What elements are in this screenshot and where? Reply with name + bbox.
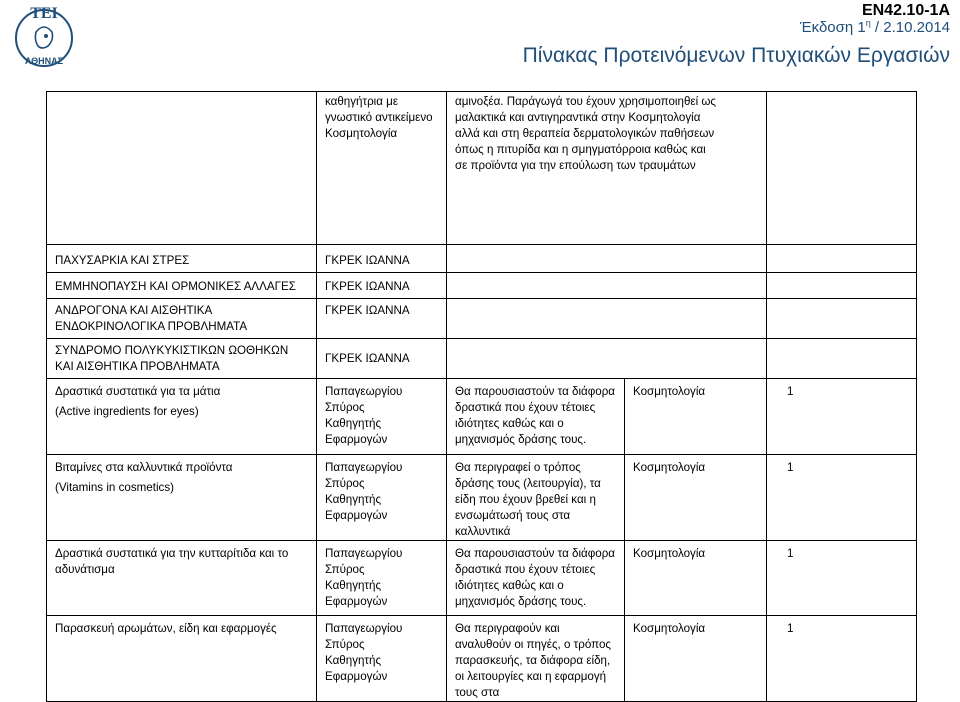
table-row bbox=[47, 245, 917, 273]
table-row bbox=[47, 616, 917, 702]
edition-date: / 2.10.2014 bbox=[870, 19, 950, 36]
course-cell: Κοσμητολογία bbox=[625, 541, 767, 616]
supervisor-cell: Παπαγεωργίου Σπύρος Καθηγητής Εφαρμογών bbox=[317, 379, 447, 455]
edition-superscript: η bbox=[865, 18, 871, 28]
theses-table bbox=[46, 91, 917, 702]
supervisor-cell: Παπαγεωργίου Σπύρος Καθηγητής Εφαρμογών bbox=[317, 616, 447, 702]
students-cell bbox=[767, 273, 917, 299]
svg-text:ΑΘΗΝΑΣ: ΑΘΗΝΑΣ bbox=[24, 56, 64, 66]
topic-cell: Δραστικά συστατικά για τα μάτια (Active ingredients for eyes) bbox=[47, 379, 317, 455]
svg-text:ΤΕΙ: ΤΕΙ bbox=[30, 5, 58, 22]
description-cell: Θα παρουσιαστούν τα διάφορα δραστικά που έχουν τέτοιες ιδιότητες καθώς και ο μηχανισμός δράσης τους. bbox=[447, 541, 625, 616]
table-row bbox=[47, 455, 917, 541]
students-cell bbox=[767, 299, 917, 339]
students-cell: 1 bbox=[767, 541, 917, 616]
topic-cell: ΠΑΧΥΣΑΡΚΙΑ ΚΑΙ ΣΤΡΕΣ bbox=[47, 245, 317, 273]
topic-cell: ΑΝΔΡΟΓΟΝΑ ΚΑΙ ΑΙΣΘΗΤΙΚΑ ΕΝΔΟΚΡΙΝΟΛΟΓΙΚΑ ΠΡΟΒΛΗΜΑΤΑ bbox=[47, 299, 317, 339]
supervisor-cell: ΓΚΡΕΚ ΙΩΑΝΝΑ bbox=[317, 273, 447, 299]
table-row bbox=[47, 273, 917, 299]
document-code: EN42.10-1A bbox=[861, 2, 950, 19]
students-cell: 1 bbox=[767, 455, 917, 541]
table-row bbox=[47, 92, 917, 245]
topic-cell: ΕΜΜΗΝΟΠΑΥΣΗ ΚΑΙ ΟΡΜΟΝΙΚΕΣ ΑΛΛΑΓΕΣ bbox=[47, 273, 317, 299]
theses-table-container bbox=[46, 91, 916, 699]
page-title: Πίνακας Προτεινόμενων Πτυχιακών Εργασιών bbox=[522, 44, 950, 67]
students-cell bbox=[767, 92, 917, 245]
description-cell bbox=[447, 245, 767, 273]
description-cell: Θα παρουσιαστούν τα διάφορα δραστικά που έχουν τέτοιες ιδιότητες καθώς και ο μηχανισμός δράσης τους. bbox=[447, 379, 625, 455]
page-header bbox=[0, 0, 960, 90]
course-cell: Κοσμητολογία bbox=[625, 616, 767, 702]
topic-cell: Δραστικά συστατικά για την κυτταρίτιδα και το αδυνάτισμα bbox=[47, 541, 317, 616]
table-row bbox=[47, 339, 917, 379]
table-row bbox=[47, 299, 917, 339]
description-cell bbox=[447, 273, 767, 299]
students-cell bbox=[767, 339, 917, 379]
description-cell bbox=[447, 339, 767, 379]
edition-label bbox=[800, 18, 950, 36]
supervisor-cell: ΓΚΡΕΚ ΙΩΑΝΝΑ bbox=[317, 245, 447, 273]
students-cell bbox=[767, 245, 917, 273]
topic-cell bbox=[47, 92, 317, 245]
description-cell: αμινοξέα. Παράγωγά του έχουν χρησιμοποιηθεί ως μαλακτικά και αντιγηραντικά στην Κοσμητολογία αλλά και στη θεραπεία δερματολογικών παθήσεων όπως η πιτυρίδα και η σμηγματόρροια καθώς και σε προϊόντα για την επούλωση των τραυμάτων bbox=[447, 92, 767, 245]
course-cell: Κοσμητολογία bbox=[625, 455, 767, 541]
table-row bbox=[47, 541, 917, 616]
course-cell: Κοσμητολογία bbox=[625, 379, 767, 455]
description-cell bbox=[447, 299, 767, 339]
students-cell: 1 bbox=[767, 616, 917, 702]
description-cell: Θα περιγραφεί ο τρόπος δράσης τους (λειτουργία), τα είδη που έχουν βρεθεί και η ενσωμάτωσή τους στα καλλυντικά bbox=[447, 455, 625, 541]
tei-athens-logo bbox=[10, 2, 78, 68]
supervisor-cell: ΓΚΡΕΚ ΙΩΑΝΝΑ bbox=[317, 299, 447, 339]
edition-prefix: Έκδοση 1 bbox=[799, 19, 866, 36]
topic-cell: Βιταμίνες στα καλλυντικά προϊόντα (Vitamins in cosmetics) bbox=[47, 455, 317, 541]
students-cell: 1 bbox=[767, 379, 917, 455]
description-cell: Θα περιγραφούν και αναλυθούν οι πηγές, ο τρόπος παρασκευής, τα διάφορα είδη, οι λειτουργίες και η εφαρμογή τους στα bbox=[447, 616, 625, 702]
table-row bbox=[47, 379, 917, 455]
topic-cell: Παρασκευή αρωμάτων, είδη και εφαρμογές bbox=[47, 616, 317, 702]
supervisor-cell: καθηγήτρια με γνωστικό αντικείμενο Κοσμητολογία bbox=[317, 92, 447, 245]
supervisor-cell: ΓΚΡΕΚ ΙΩΑΝΝΑ bbox=[317, 339, 447, 379]
topic-cell: ΣΥΝΔΡΟΜΟ ΠΟΛΥΚΥΚΙΣΤΙΚΩΝ ΩΟΘΗΚΩΝ ΚΑΙ ΑΙΣΘΗΤΙΚΑ ΠΡΟΒΛΗΜΑΤΑ bbox=[47, 339, 317, 379]
supervisor-cell: Παπαγεωργίου Σπύρος Καθηγητής Εφαρμογών bbox=[317, 455, 447, 541]
supervisor-cell: Παπαγεωργίου Σπύρος Καθηγητής Εφαρμογών bbox=[317, 541, 447, 616]
